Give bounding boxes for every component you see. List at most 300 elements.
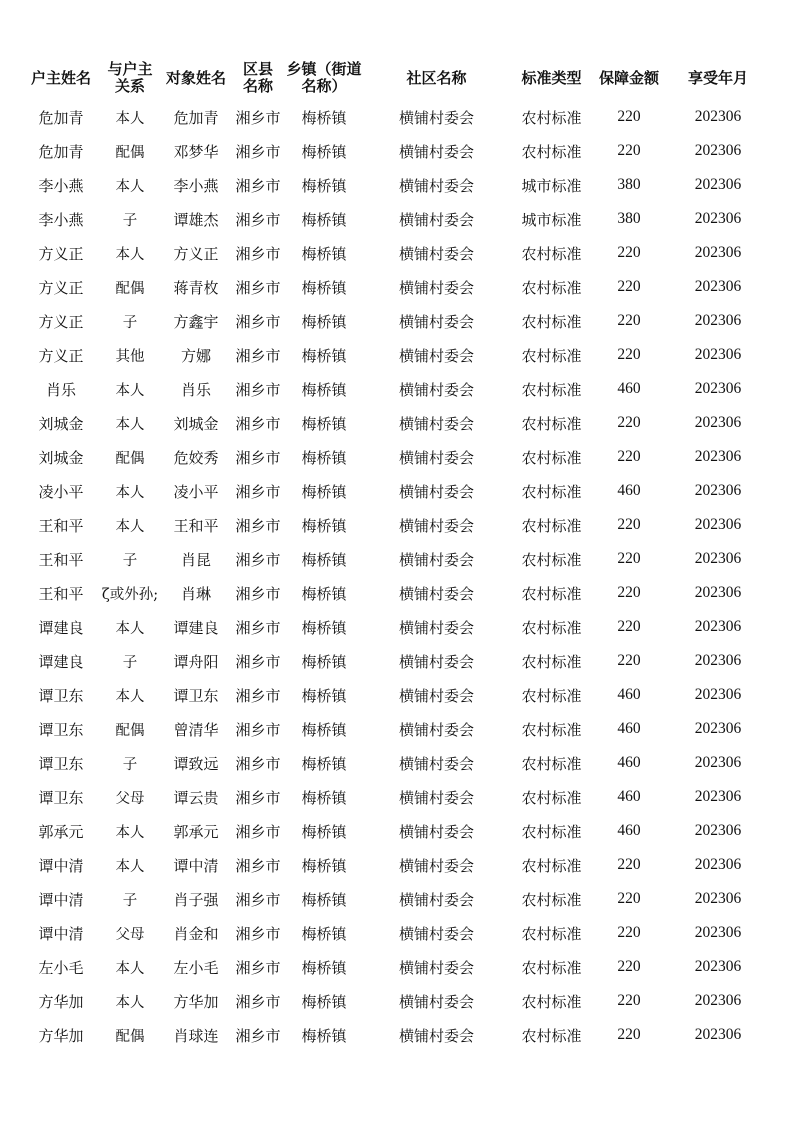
period-cell: 202306: [694, 414, 742, 431]
standard-type-cell: 农村标准: [521, 686, 582, 705]
community-cell: 横铺村委会: [398, 958, 474, 977]
recipient-name-cell: 曾清华: [173, 720, 219, 739]
township-cell: 梅桥镇: [301, 108, 347, 127]
recipient-name-cell: 方义正: [173, 244, 219, 263]
county-cell: 湘乡市: [235, 618, 281, 637]
township-cell: 梅桥镇: [301, 754, 347, 773]
amount-cell: 460: [617, 482, 641, 499]
table-row: [22, 474, 772, 508]
amount-cell: 220: [617, 244, 641, 261]
table-row: [22, 372, 772, 406]
relationship-cell: 父母: [115, 926, 145, 943]
householder-name-cell: 方义正: [38, 346, 84, 365]
relationship-cell: 其他: [115, 348, 145, 365]
township-cell: 梅桥镇: [301, 210, 347, 229]
amount-cell: 460: [617, 686, 641, 703]
county-cell: 湘乡市: [235, 652, 281, 671]
relationship-cell: 配偶: [115, 722, 145, 739]
header-line: 名称）: [301, 77, 347, 95]
standard-type-cell: 农村标准: [521, 516, 582, 535]
recipient-name-cell: 谭舟阳: [173, 652, 219, 671]
relationship-cell: 本人: [115, 246, 145, 263]
standard-type-cell: 城市标准: [521, 176, 582, 195]
standard-type-cell: 农村标准: [521, 652, 582, 671]
county-cell: 湘乡市: [235, 720, 281, 739]
community-cell: 横铺村委会: [398, 448, 474, 467]
community-cell: 横铺村委会: [398, 312, 474, 331]
header-line: 名称: [242, 77, 273, 95]
amount-cell: 220: [617, 278, 641, 295]
householder-name-cell: 方华加: [38, 992, 84, 1011]
township-cell: 梅桥镇: [301, 176, 347, 195]
community-cell: 横铺村委会: [398, 482, 474, 501]
table-body: [22, 100, 772, 1052]
standard-type-cell: 农村标准: [521, 822, 582, 841]
header-period: [664, 56, 772, 100]
recipient-name-cell: 肖子强: [173, 890, 219, 909]
county-cell: 湘乡市: [235, 958, 281, 977]
relationship-cell: 本人: [115, 178, 145, 195]
amount-cell: 380: [617, 176, 641, 193]
householder-name-cell: 谭卫东: [38, 686, 84, 705]
county-cell: 湘乡市: [235, 992, 281, 1011]
householder-name-cell: 方华加: [38, 1026, 84, 1045]
assistance-roster-table: [22, 56, 772, 1052]
recipient-name-cell: 危姣秀: [173, 448, 219, 467]
table-header: [22, 56, 772, 100]
relationship-cell: 子: [122, 756, 138, 773]
county-cell: 湘乡市: [235, 414, 281, 433]
community-cell: 横铺村委会: [398, 618, 474, 637]
table-row: [22, 916, 772, 950]
recipient-name-cell: 蒋青枚: [173, 278, 219, 297]
amount-cell: 460: [617, 788, 641, 805]
county-cell: 湘乡市: [235, 686, 281, 705]
amount-cell: 220: [617, 924, 641, 941]
standard-type-cell: 农村标准: [521, 414, 582, 433]
table-row: [22, 236, 772, 270]
table-row: [22, 542, 772, 576]
township-cell: 梅桥镇: [301, 924, 347, 943]
recipient-name-cell: 邓梦华: [173, 142, 219, 161]
township-cell: 梅桥镇: [301, 958, 347, 977]
amount-cell: 220: [617, 142, 641, 159]
relationship-cell: 子: [122, 892, 138, 909]
table-row: [22, 100, 772, 134]
header-line: 享受年月: [687, 68, 748, 87]
amount-cell: 220: [617, 856, 641, 873]
relationship-cell: 本人: [115, 382, 145, 399]
township-cell: 梅桥镇: [301, 584, 347, 603]
community-cell: 横铺村委会: [398, 890, 474, 909]
relationship-cell: 父母: [115, 790, 145, 807]
township-cell: 梅桥镇: [301, 720, 347, 739]
recipient-name-cell: 方华加: [173, 992, 219, 1011]
header-line: 区县: [242, 60, 273, 78]
header-standard-type: [509, 56, 594, 100]
relationship-cell: 本人: [115, 858, 145, 875]
township-cell: 梅桥镇: [301, 618, 347, 637]
header-township: [284, 56, 364, 100]
period-cell: 202306: [694, 312, 742, 329]
period-cell: 202306: [694, 210, 742, 227]
table-row: [22, 134, 772, 168]
period-cell: 202306: [694, 924, 742, 941]
relationship-cell: 配偶: [115, 280, 145, 297]
recipient-name-cell: 谭建良: [173, 618, 219, 637]
table-row: [22, 440, 772, 474]
community-cell: 横铺村委会: [398, 414, 474, 433]
amount-cell: 220: [617, 312, 641, 329]
amount-cell: 380: [617, 210, 641, 227]
recipient-name-cell: 谭中清: [173, 856, 219, 875]
relationship-cell: 本人: [115, 688, 145, 705]
township-cell: 梅桥镇: [301, 312, 347, 331]
amount-cell: 460: [617, 822, 641, 839]
township-cell: 梅桥镇: [301, 346, 347, 365]
header-householder-name: [22, 56, 100, 100]
township-cell: 梅桥镇: [301, 448, 347, 467]
householder-name-cell: 方义正: [38, 244, 84, 263]
standard-type-cell: 农村标准: [521, 312, 582, 331]
amount-cell: 220: [617, 108, 641, 125]
table-row: [22, 304, 772, 338]
relationship-cell: 本人: [115, 960, 145, 977]
community-cell: 横铺村委会: [398, 992, 474, 1011]
header-recipient-name: [160, 56, 232, 100]
community-cell: 横铺村委会: [398, 652, 474, 671]
householder-name-cell: 谭中清: [38, 924, 84, 943]
community-cell: 横铺村委会: [398, 856, 474, 875]
county-cell: 湘乡市: [235, 890, 281, 909]
period-cell: 202306: [694, 890, 742, 907]
standard-type-cell: 农村标准: [521, 142, 582, 161]
header-relationship: [100, 56, 160, 100]
county-cell: 湘乡市: [235, 754, 281, 773]
relationship-cell: 子: [122, 654, 138, 671]
amount-cell: 220: [617, 890, 641, 907]
table-row: [22, 576, 772, 610]
period-cell: 202306: [694, 822, 742, 839]
recipient-name-cell: 左小毛: [173, 958, 219, 977]
header-line: 标准类型: [521, 68, 582, 87]
recipient-name-cell: 危加青: [173, 108, 219, 127]
householder-name-cell: 王和平: [38, 584, 84, 603]
householder-name-cell: 刘城金: [38, 414, 84, 433]
amount-cell: 220: [617, 550, 641, 567]
recipient-name-cell: 肖昆: [180, 550, 211, 569]
standard-type-cell: 农村标准: [521, 278, 582, 297]
recipient-name-cell: 谭雄杰: [173, 210, 219, 229]
period-cell: 202306: [694, 550, 742, 567]
amount-cell: 220: [617, 414, 641, 431]
county-cell: 湘乡市: [235, 1026, 281, 1045]
standard-type-cell: 农村标准: [521, 346, 582, 365]
recipient-name-cell: 谭云贵: [173, 788, 219, 807]
township-cell: 梅桥镇: [301, 142, 347, 161]
township-cell: 梅桥镇: [301, 652, 347, 671]
county-cell: 湘乡市: [235, 448, 281, 467]
header-line: 关系: [114, 77, 145, 95]
community-cell: 横铺村委会: [398, 380, 474, 399]
community-cell: 横铺村委会: [398, 754, 474, 773]
period-cell: 202306: [694, 482, 742, 499]
householder-name-cell: 谭建良: [38, 652, 84, 671]
period-cell: 202306: [694, 856, 742, 873]
community-cell: 横铺村委会: [398, 686, 474, 705]
recipient-name-cell: 郭承元: [173, 822, 219, 841]
county-cell: 湘乡市: [235, 244, 281, 263]
table-row: [22, 984, 772, 1018]
county-cell: 湘乡市: [235, 142, 281, 161]
period-cell: 202306: [694, 992, 742, 1009]
county-cell: 湘乡市: [235, 482, 281, 501]
county-cell: 湘乡市: [235, 312, 281, 331]
header-county: [232, 56, 284, 100]
householder-name-cell: 谭卫东: [38, 754, 84, 773]
community-cell: 横铺村委会: [398, 176, 474, 195]
householder-name-cell: 左小毛: [38, 958, 84, 977]
period-cell: 202306: [694, 278, 742, 295]
community-cell: 横铺村委会: [398, 822, 474, 841]
table-row: [22, 814, 772, 848]
recipient-name-cell: 肖金和: [173, 924, 219, 943]
county-cell: 湘乡市: [235, 856, 281, 875]
amount-cell: 460: [617, 754, 641, 771]
relationship-cell: ζ或外孙;: [101, 586, 159, 603]
standard-type-cell: 农村标准: [521, 244, 582, 263]
recipient-name-cell: 方娜: [180, 346, 211, 365]
community-cell: 横铺村委会: [398, 924, 474, 943]
recipient-name-cell: 刘城金: [173, 414, 219, 433]
header-line: 社区名称: [406, 68, 467, 87]
township-cell: 梅桥镇: [301, 1026, 347, 1045]
period-cell: 202306: [694, 142, 742, 159]
standard-type-cell: 农村标准: [521, 890, 582, 909]
period-cell: 202306: [694, 754, 742, 771]
table-row: [22, 338, 772, 372]
standard-type-cell: 城市标准: [521, 210, 582, 229]
township-cell: 梅桥镇: [301, 686, 347, 705]
relationship-cell: 配偶: [115, 450, 145, 467]
township-cell: 梅桥镇: [301, 482, 347, 501]
period-cell: 202306: [694, 686, 742, 703]
header-line: 与户主: [107, 60, 153, 78]
recipient-name-cell: 肖琳: [180, 584, 211, 603]
relationship-cell: 本人: [115, 994, 145, 1011]
recipient-name-cell: 肖球连: [173, 1026, 219, 1045]
standard-type-cell: 农村标准: [521, 380, 582, 399]
table-row: [22, 406, 772, 440]
amount-cell: 220: [617, 448, 641, 465]
householder-name-cell: 谭卫东: [38, 720, 84, 739]
period-cell: 202306: [694, 176, 742, 193]
standard-type-cell: 农村标准: [521, 584, 582, 603]
table-row: [22, 202, 772, 236]
householder-name-cell: 凌小平: [38, 482, 84, 501]
township-cell: 梅桥镇: [301, 788, 347, 807]
table-row: [22, 780, 772, 814]
relationship-cell: 子: [122, 314, 138, 331]
period-cell: 202306: [694, 618, 742, 635]
relationship-cell: 配偶: [115, 1028, 145, 1045]
county-cell: 湘乡市: [235, 584, 281, 603]
header-amount: [594, 56, 664, 100]
township-cell: 梅桥镇: [301, 856, 347, 875]
county-cell: 湘乡市: [235, 108, 281, 127]
standard-type-cell: 农村标准: [521, 720, 582, 739]
period-cell: 202306: [694, 380, 742, 397]
amount-cell: 460: [617, 380, 641, 397]
header-line: 保障金额: [598, 68, 659, 87]
period-cell: 202306: [694, 346, 742, 363]
township-cell: 梅桥镇: [301, 414, 347, 433]
period-cell: 202306: [694, 108, 742, 125]
period-cell: 202306: [694, 516, 742, 533]
relationship-cell: 子: [122, 552, 138, 569]
community-cell: 横铺村委会: [398, 720, 474, 739]
householder-name-cell: 谭卫东: [38, 788, 84, 807]
header-line: 户主姓名: [30, 68, 91, 87]
table-row: [22, 610, 772, 644]
county-cell: 湘乡市: [235, 210, 281, 229]
standard-type-cell: 农村标准: [521, 924, 582, 943]
householder-name-cell: 肖乐: [45, 380, 76, 399]
period-cell: 202306: [694, 788, 742, 805]
relationship-cell: 子: [122, 212, 138, 229]
period-cell: 202306: [694, 720, 742, 737]
householder-name-cell: 李小燕: [38, 176, 84, 195]
standard-type-cell: 农村标准: [521, 788, 582, 807]
community-cell: 横铺村委会: [398, 244, 474, 263]
county-cell: 湘乡市: [235, 822, 281, 841]
householder-name-cell: 谭中清: [38, 890, 84, 909]
householder-name-cell: 王和平: [38, 516, 84, 535]
householder-name-cell: 谭中清: [38, 856, 84, 875]
householder-name-cell: 郭承元: [38, 822, 84, 841]
relationship-cell: 本人: [115, 484, 145, 501]
standard-type-cell: 农村标准: [521, 108, 582, 127]
recipient-name-cell: 凌小平: [173, 482, 219, 501]
standard-type-cell: 农村标准: [521, 754, 582, 773]
recipient-name-cell: 王和平: [173, 516, 219, 535]
amount-cell: 220: [617, 584, 641, 601]
community-cell: 横铺村委会: [398, 278, 474, 297]
community-cell: 横铺村委会: [398, 1026, 474, 1045]
amount-cell: 220: [617, 992, 641, 1009]
amount-cell: 460: [617, 720, 641, 737]
table-row: [22, 678, 772, 712]
standard-type-cell: 农村标准: [521, 482, 582, 501]
householder-name-cell: 谭建良: [38, 618, 84, 637]
table-row: [22, 746, 772, 780]
householder-name-cell: 方义正: [38, 278, 84, 297]
table-row: [22, 270, 772, 304]
county-cell: 湘乡市: [235, 346, 281, 365]
header-line: 对象姓名: [165, 68, 226, 87]
recipient-name-cell: 方鑫宇: [173, 312, 219, 331]
amount-cell: 220: [617, 1026, 641, 1043]
householder-name-cell: 方义正: [38, 312, 84, 331]
township-cell: 梅桥镇: [301, 890, 347, 909]
community-cell: 横铺村委会: [398, 346, 474, 365]
community-cell: 横铺村委会: [398, 550, 474, 569]
householder-name-cell: 刘城金: [38, 448, 84, 467]
county-cell: 湘乡市: [235, 176, 281, 195]
relationship-cell: 配偶: [115, 144, 145, 161]
standard-type-cell: 农村标准: [521, 958, 582, 977]
standard-type-cell: 农村标准: [521, 992, 582, 1011]
table-row: [22, 644, 772, 678]
community-cell: 横铺村委会: [398, 516, 474, 535]
county-cell: 湘乡市: [235, 924, 281, 943]
amount-cell: 220: [617, 958, 641, 975]
table-row: [22, 950, 772, 984]
standard-type-cell: 农村标准: [521, 1026, 582, 1045]
community-cell: 横铺村委会: [398, 108, 474, 127]
community-cell: 横铺村委会: [398, 142, 474, 161]
header-line: 乡镇（街道: [286, 60, 362, 78]
table-row: [22, 882, 772, 916]
county-cell: 湘乡市: [235, 550, 281, 569]
county-cell: 湘乡市: [235, 516, 281, 535]
standard-type-cell: 农村标准: [521, 448, 582, 467]
amount-cell: 220: [617, 652, 641, 669]
recipient-name-cell: 肖乐: [180, 380, 211, 399]
county-cell: 湘乡市: [235, 278, 281, 297]
recipient-name-cell: 李小燕: [173, 176, 219, 195]
relationship-cell: 本人: [115, 110, 145, 127]
period-cell: 202306: [694, 448, 742, 465]
householder-name-cell: 危加青: [38, 108, 84, 127]
township-cell: 梅桥镇: [301, 550, 347, 569]
community-cell: 横铺村委会: [398, 788, 474, 807]
table-row: [22, 168, 772, 202]
table-row: [22, 712, 772, 746]
period-cell: 202306: [694, 584, 742, 601]
township-cell: 梅桥镇: [301, 992, 347, 1011]
township-cell: 梅桥镇: [301, 244, 347, 263]
township-cell: 梅桥镇: [301, 380, 347, 399]
amount-cell: 220: [617, 618, 641, 635]
township-cell: 梅桥镇: [301, 278, 347, 297]
householder-name-cell: 李小燕: [38, 210, 84, 229]
header-community: [364, 56, 509, 100]
header-row: [22, 56, 772, 100]
standard-type-cell: 农村标准: [521, 550, 582, 569]
recipient-name-cell: 谭卫东: [173, 686, 219, 705]
relationship-cell: 本人: [115, 824, 145, 841]
period-cell: 202306: [694, 244, 742, 261]
standard-type-cell: 农村标准: [521, 618, 582, 637]
period-cell: 202306: [694, 652, 742, 669]
table-row: [22, 848, 772, 882]
township-cell: 梅桥镇: [301, 516, 347, 535]
relationship-cell: 本人: [115, 416, 145, 433]
table-row: [22, 508, 772, 542]
county-cell: 湘乡市: [235, 380, 281, 399]
relationship-cell: 本人: [115, 620, 145, 637]
amount-cell: 220: [617, 516, 641, 533]
standard-type-cell: 农村标准: [521, 856, 582, 875]
county-cell: 湘乡市: [235, 788, 281, 807]
community-cell: 横铺村委会: [398, 210, 474, 229]
householder-name-cell: 王和平: [38, 550, 84, 569]
period-cell: 202306: [694, 1026, 742, 1043]
relationship-cell: 本人: [115, 518, 145, 535]
period-cell: 202306: [694, 958, 742, 975]
amount-cell: 220: [617, 346, 641, 363]
